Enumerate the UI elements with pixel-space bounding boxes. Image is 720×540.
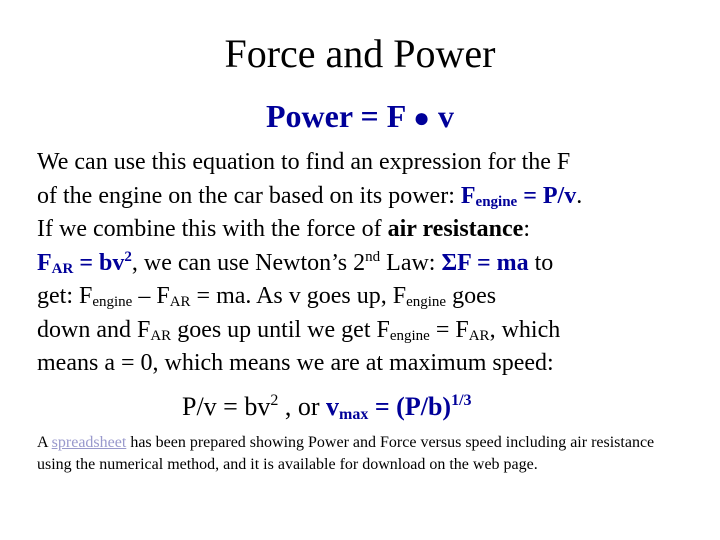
paragraph-line-2 bbox=[37, 180, 687, 214]
power-formula-lhs: Power = F bbox=[266, 98, 406, 134]
text-span: , we can use Newton’s 2 bbox=[131, 249, 366, 276]
text-span: : bbox=[523, 216, 530, 242]
f-engine-eq: $F_{engine} = P/v$ bbox=[460, 182, 577, 210]
paragraph-line-7: means a = 0, which means we are at maximum speed: bbox=[37, 350, 554, 376]
text-span: If we combine this with the force of bbox=[37, 216, 388, 242]
paragraph-line-5: get: $F_{engine} - F_{AR}$ = ma. As v goes up, $F_{engine}$ goes bbox=[37, 283, 497, 310]
paragraph-line-6: down and $F_{AR}$ goes up until we get $F_{engine} = F_{AR}$, which bbox=[37, 316, 561, 344]
explanation-paragraph bbox=[37, 146, 687, 381]
text-span: A bbox=[37, 434, 52, 451]
paragraph-line-4 bbox=[37, 247, 687, 281]
text-span: of the engine on the car based on its power: bbox=[37, 182, 461, 209]
text-span: . bbox=[576, 182, 583, 209]
air-resistance-term: air resistance bbox=[387, 216, 524, 242]
result-or: , or bbox=[278, 392, 327, 421]
power-formula bbox=[0, 96, 720, 139]
dot-product-icon: ● bbox=[413, 103, 430, 134]
spreadsheet-link[interactable]: spreadsheet bbox=[51, 434, 127, 451]
footnote bbox=[37, 432, 657, 475]
sigma-icon: Σ bbox=[441, 249, 458, 276]
paragraph-line-1 bbox=[37, 146, 687, 180]
newton-second-law: ΣF = ma bbox=[441, 249, 529, 276]
f-ar-eq: $F_{AR} = bv^2$ bbox=[37, 248, 132, 277]
text-span: to bbox=[528, 249, 554, 276]
text-span: We can use this equation to find an expression for the F bbox=[37, 149, 571, 175]
result-lhs: P/v = bv bbox=[182, 392, 271, 421]
max-speed-formula: $P/v = bv^2$ , or $v_{max} = (P/b)^{1/3}$ bbox=[182, 392, 472, 423]
paragraph-line-3 bbox=[37, 213, 687, 247]
text-span: Law: bbox=[380, 249, 442, 276]
power-formula-rhs: v bbox=[438, 98, 454, 134]
text-span: has been prepared showing Power and Force versus speed including air resistance using the numerical method, and it is available for download on the web page. bbox=[37, 434, 655, 473]
vmax-eq: $v_{max} = (P/b)^{1/3}$ bbox=[326, 392, 472, 423]
slide-title: Force and Power bbox=[224, 31, 496, 76]
superscript: nd bbox=[365, 248, 381, 265]
